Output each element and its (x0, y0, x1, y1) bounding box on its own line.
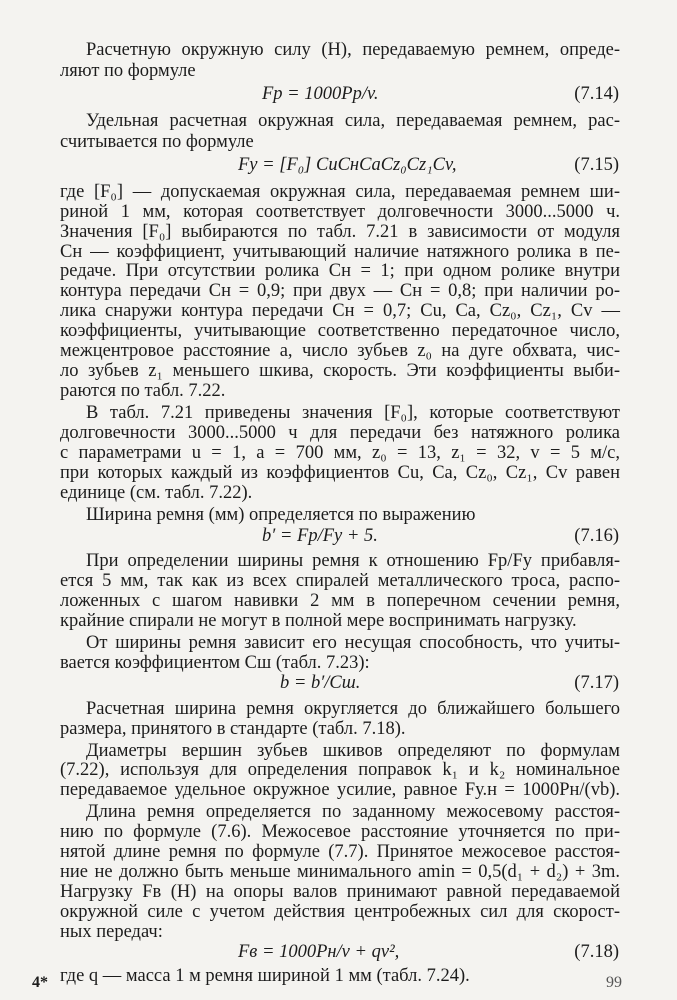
formula-7-17: b = b′/Cш. (280, 672, 361, 693)
text-line: В табл. 7.21 приведены значения [F₀], которые соответствуют (86, 403, 620, 424)
text-line: единице (см. табл. 7.22). (60, 483, 253, 504)
formula-7-14: Fр = 1000Pр/v. (262, 83, 379, 104)
text-line: Значения [F₀] выбираются по табл. 7.21 в зависимости от модуля (60, 221, 620, 242)
text-line: Удельная расчетная окружная сила, передаваемая ремнем, рас- (86, 110, 620, 131)
text-line: где q — масса 1 м ремня шириной 1 мм (табл. 7.24). (60, 966, 470, 987)
formula-7-16: b′ = Fр/Fу + 5. (262, 525, 378, 546)
text-line: ло зубьев z₁ меньшего шкива, скорость. Эти коэффициенты выби- (60, 361, 620, 382)
text-line: ных передач: (60, 922, 163, 943)
text-line: крайние спирали не могут в полной мере воспринимать нагрузку. (60, 610, 577, 631)
text-line: считывается по формуле (60, 131, 254, 152)
text-line: коэффициенты, учитывающие соответственно передаточное число, (60, 321, 620, 342)
text-line: (7.22), используя для определения поправок k₁ и k₂ номинальное (60, 760, 620, 781)
text-line: Ширина ремня (мм) определяется по выражению (86, 504, 476, 525)
text-line: нию по формуле (7.6). Межосевое расстояние уточняется по при- (60, 822, 620, 843)
text-line: риной 1 мм, которая соответствует долговечности 3000...5000 ч. (60, 201, 620, 222)
text-line: передаваемое удельное окружное усилие, равное Fу.н = 1000Pн/(vb). (60, 780, 620, 801)
text-line: ется 5 мм, так как из всех спиралей металлического троса, распо- (60, 570, 620, 591)
text-line: контура передачи Cн = 0,9; при двух — Cн = 0,8; при наличии ро- (60, 281, 620, 302)
formula-7-18: Fв = 1000Pн/v + qv², (238, 942, 400, 963)
text-line: Расчетная ширина ремня округляется до ближайшего большего (86, 698, 620, 719)
signature-mark: 4* (32, 974, 48, 992)
text-line: Нагрузку Fв (Н) на опоры валов принимают равной передаваемой (60, 882, 620, 903)
text-line: окружной силе с учетом действия центробежных сил для скорост- (60, 902, 620, 923)
text-line: при которых каждый из коэффициентов Cu, Ca, Cz₀, Cz₁, Cv равен (60, 463, 620, 484)
equation-number: (7.14) (574, 83, 619, 104)
text-line: раются по табл. 7.22. (60, 381, 226, 402)
equation-number: (7.16) (574, 525, 619, 546)
formula-7-15: Fу = [F₀] CuCнCaCz₀Cz₁Cv, (238, 154, 457, 175)
text-line: нятой длине ремня по формуле (7.7). Принятое межосевое расстоя- (60, 842, 620, 863)
text-line: вается коэффициентом Cш (табл. 7.23): (60, 652, 370, 673)
text-line: долговечности 3000...5000 ч для передачи без натяжного ролика (60, 423, 620, 444)
text-line: редаче. При отсутствии ролика Cн = 1; при одном ролике внутри (60, 261, 620, 282)
text-line: Cн — коэффициент, учитывающий наличие натяжного ролика в пе- (60, 241, 620, 262)
text-line: Диаметры вершин зубьев шкивов определяют по формулам (86, 740, 620, 761)
text-line: От ширины ремня зависит его несущая способность, что учиты- (86, 632, 620, 653)
text-line: с параметрами u = 1, a = 700 мм, z₀ = 13, z₁ = 32, v = 5 м/с, (60, 443, 620, 464)
text-line: лика снаружи контура передачи Cн = 0,7; Cu, Ca, Cz₀, Cz₁, Cv — (60, 301, 620, 322)
text-line: Расчетную окружную силу (Н), передаваемую ремнем, опреде- (86, 39, 620, 60)
text-line: ляют по формуле (60, 60, 196, 81)
text-line: ние не должно быть меньше минимального amin = 0,5(d₁ + d₂) + 3m. (60, 862, 620, 883)
text-line: ложенных с шагом навивки 2 мм в поперечном сечении ремня, (60, 590, 620, 611)
equation-number: (7.17) (574, 672, 619, 693)
equation-number: (7.18) (574, 942, 619, 963)
equation-number: (7.15) (574, 154, 619, 175)
text-line: межцентровое расстояние a, число зубьев z₀ на дуге обхвата, чис- (60, 341, 620, 362)
text-line: Длина ремня определяется по заданному межосевому расстоя- (86, 802, 620, 823)
text-line: где [F₀] — допускаемая окружная сила, передаваемая ремнем ши- (60, 181, 620, 202)
text-line: размера, принятого в стандарте (табл. 7.18). (60, 718, 406, 739)
page-number: 99 (606, 974, 622, 992)
text-line: При определении ширины ремня к отношению Fр/Fу прибавля- (86, 550, 620, 571)
